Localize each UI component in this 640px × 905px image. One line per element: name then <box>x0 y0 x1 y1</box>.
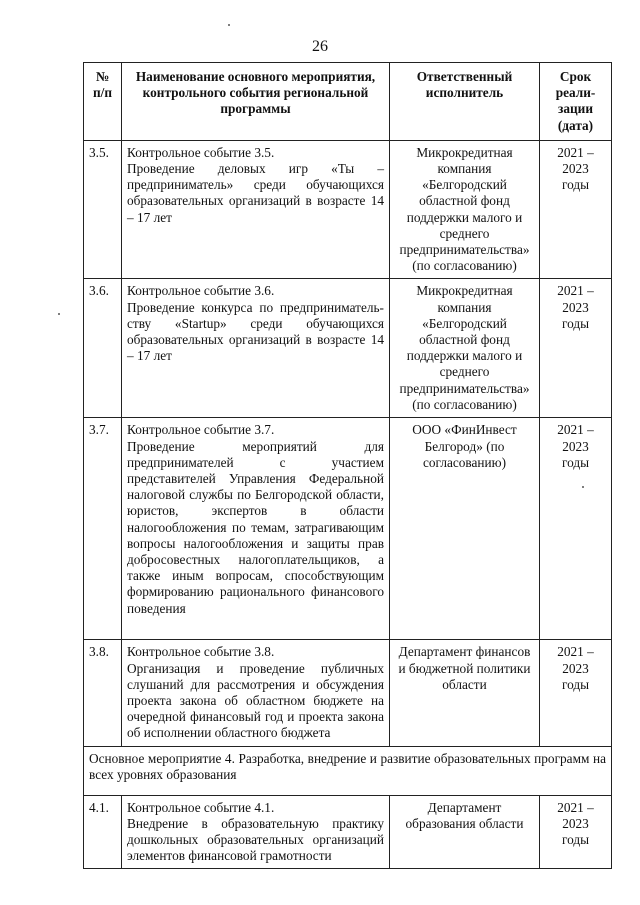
table-row <box>84 140 612 279</box>
table-row <box>84 279 612 418</box>
event-description: Внедрение в образовательную практику дошкольных образовательных организаций элементов финансовой грамотности <box>127 815 384 864</box>
event-title: Контрольное событие 4.1. <box>127 799 275 815</box>
event-cell <box>122 640 390 746</box>
event-cell <box>122 140 390 279</box>
scan-speck <box>582 486 584 488</box>
event-cell <box>122 795 390 869</box>
row-number: 3.6. <box>84 279 122 418</box>
responsible-cell: Микрокредитная компания «Белгородский областной фонд поддержки малого и среднего предпринимательства» (по согласованию) <box>390 140 540 279</box>
term-unit: годы <box>561 177 590 193</box>
term-unit: годы <box>561 676 590 692</box>
term-years: 2021 – 2023 <box>557 644 594 676</box>
term-unit: годы <box>561 454 590 470</box>
term-cell <box>540 640 612 746</box>
event-cell <box>122 418 390 640</box>
section-heading: Основное мероприятие 4. Разработка, внедрение и развитие образовательных программ на всех уровнях образования <box>84 746 612 795</box>
header-name: Наименование основного мероприятия, контрольного события региональной программы <box>122 63 390 141</box>
table-row <box>84 418 612 640</box>
table-row <box>84 795 612 869</box>
header-row <box>84 63 612 141</box>
responsible-cell: Департамент финансов и бюджетной политики области <box>390 640 540 746</box>
section-row <box>84 746 612 795</box>
scan-speck <box>228 24 230 26</box>
row-number: 4.1. <box>84 795 122 869</box>
event-description: Проведение конкурса по предприниматель-ству «Startup» среди обучающихся образовательных организаций в возрасте 14 – 17 лет <box>127 299 384 364</box>
term-years: 2021 – 2023 <box>557 422 594 454</box>
term-cell <box>540 279 612 418</box>
event-description: Проведение мероприятий для предпринимателей с участием представителей Управления Федеральной налоговой службы по Белгородской области, юристов, экспертов в области налогообложения по темам, затрагивающим вопросы налогообложения и защиты прав добросовестных налогоплательщиков, а также иным вопросам, способствующим формированию рационального финансового поведения <box>127 438 384 616</box>
page-number: 26 <box>312 38 328 55</box>
program-table <box>83 62 612 869</box>
term-cell <box>540 795 612 869</box>
responsible-cell: Департамент образования области <box>390 795 540 869</box>
event-title: Контрольное событие 3.5. <box>127 144 275 160</box>
header-responsible: Ответственный исполнитель <box>390 63 540 141</box>
term-cell <box>540 140 612 279</box>
term-unit: годы <box>561 832 590 848</box>
row-number: 3.5. <box>84 140 122 279</box>
table-row <box>84 640 612 746</box>
row-number: 3.7. <box>84 418 122 640</box>
term-years: 2021 – 2023 <box>557 799 594 831</box>
scan-speck <box>58 313 60 315</box>
responsible-cell: ООО «ФинИнвест Белгород» (по согласованию) <box>390 418 540 640</box>
event-title: Контрольное событие 3.6. <box>127 283 275 299</box>
event-description: Проведение деловых игр «Ты – предприниматель» среди обучающихся образовательных организаций в возрасте 14 – 17 лет <box>127 161 384 225</box>
header-term: Срок реали-зации (дата) <box>540 63 612 141</box>
row-number: 3.8. <box>84 640 122 746</box>
term-cell <box>540 418 612 640</box>
event-description: Организация и проведение публичных слушаний для рассмотрения и обсуждения проекта закона об областном бюджете на очередной финансовый год и проекта закона об исполнении областного бюджета <box>127 660 384 741</box>
term-years: 2021 – 2023 <box>557 144 594 177</box>
responsible-cell: Микрокредитная компания «Белгородский областной фонд поддержки малого и среднего предпринимательства» (по согласованию) <box>390 279 540 418</box>
event-cell <box>122 279 390 418</box>
header-num: № п/п <box>84 63 122 141</box>
event-title: Контрольное событие 3.7. <box>127 422 275 438</box>
event-title: Контрольное событие 3.8. <box>127 644 275 660</box>
term-years: 2021 – 2023 <box>557 283 594 315</box>
term-unit: годы <box>561 315 590 331</box>
